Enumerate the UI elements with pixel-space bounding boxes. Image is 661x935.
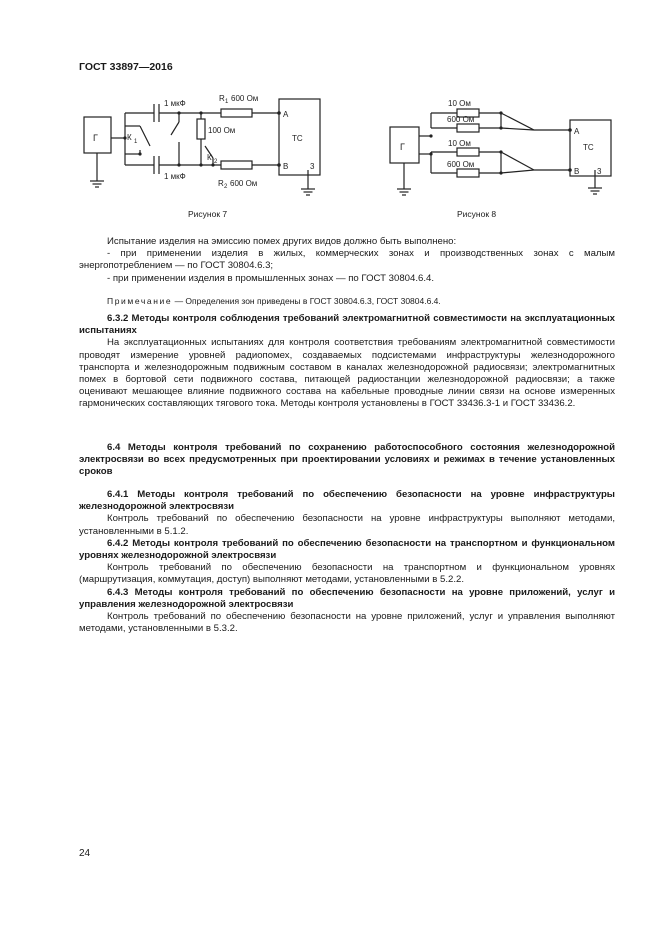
- paragraph-6-3-2: На эксплуатационных испытаниях для контроля соответствия требованиям электромагнитной совместимости проводят измерение уровней радиопомех, создаваемых подсистемами инфраструктуры железнодорожного транспорта и железнодорожным подвижным составом в каналах железнодорожной радиосвязи; электромагнитных помех в бортовой сети подвижного состава, питающей радиостанции железнодорожной радиосвязи; а также оценивают мешающее влияние подвижного состава на кабельные проводные линии связи на основе измеренных гармонических составляющих тягового тока. Методы контроля установлены в ГОСТ 33436.3-1 и ГОСТ 33436.2.: [79, 337, 615, 410]
- fig7-ts-label: ТС: [292, 134, 303, 143]
- fig7-resistor-mid-label: 100 Ом: [208, 126, 236, 135]
- paragraph-emission-residential: - при применении изделия в жилых, коммерческих зонах и производственных зонах с малым энергопотреблением — по ГОСТ 30804.6.3;: [79, 248, 615, 272]
- fig7-k2-label: К: [207, 153, 212, 162]
- fig8-generator-label: Г: [400, 142, 405, 152]
- figure-7-caption: Рисунок 7: [188, 209, 228, 219]
- fig7-r1-label: R: [219, 94, 225, 103]
- heading-6-4-3: 6.4.3 Методы контроля требований по обеспечению безопасности на уровне приложений, услуг и управления железнодорожной электросвязи: [79, 586, 615, 610]
- fig7-r2-sub: 2: [224, 184, 228, 190]
- note: [79, 295, 615, 307]
- page-number: 24: [79, 848, 91, 859]
- fig7-cap-top-label: 1 мкФ: [164, 99, 186, 108]
- fig8-term-b: В: [574, 167, 580, 176]
- paragraph-6-4-2: Контроль требований по обеспечению безопасности на транспортном и функциональном уровнях (маршрутизация, коммутация, доступ) выполняют методами, установленными в 5.2.2.: [79, 562, 615, 586]
- fig7-term-3: 3: [310, 162, 315, 171]
- fig7-r2-label: R: [218, 179, 224, 188]
- note-label: Примечание: [107, 296, 173, 306]
- fig8-term-a: А: [574, 127, 580, 136]
- fig7-r2-value: 600 Ом: [230, 179, 258, 188]
- fig7-term-a: А: [283, 110, 289, 119]
- section-6-4-sub: [79, 489, 615, 635]
- section-6-3-2: [79, 313, 615, 411]
- section-6-4: [79, 442, 615, 479]
- figure-8-caption: Рисунок 8: [457, 209, 497, 219]
- body-text-emission: [79, 236, 615, 285]
- paragraph-6-4-3: Контроль требований по обеспечению безопасности на уровне приложений, услуг и управления выполняют методами, установленными в 5.3.2.: [79, 611, 615, 635]
- fig7-cap-bottom-label: 1 мкФ: [164, 172, 186, 181]
- fig7-k1-sub: 1: [134, 139, 138, 145]
- fig8-r-bot2-label: 600 Ом: [447, 160, 475, 169]
- fig7-k2-sub: 2: [214, 159, 218, 165]
- heading-6-4-1: 6.4.1 Методы контроля требований по обеспечению безопасности на уровне инфраструктуры железнодорожной электросвязи: [79, 489, 615, 513]
- fig7-r1-sub: 1: [225, 99, 229, 105]
- paragraph-emission-intro: Испытание изделия на эмиссию помех других видов должно быть выполнено:: [107, 236, 457, 247]
- fig8-r-bot1-label: 10 Ом: [448, 139, 471, 148]
- fig7-k1-label: К: [127, 133, 132, 142]
- figure-7-circuit: [80, 90, 330, 202]
- paragraph-emission-industrial: - при применении изделия в промышленных зонах — по ГОСТ 30804.6.4.: [107, 272, 435, 284]
- fig8-term-3: 3: [597, 167, 602, 176]
- fig8-ts-label: ТС: [583, 143, 594, 152]
- fig7-r1-value: 600 Ом: [231, 94, 259, 103]
- heading-6-3-2: 6.3.2 Методы контроля соблюдения требований электромагнитной совместимости на эксплуатационных испытаниях: [79, 313, 615, 337]
- fig8-r-top2-label: 600 Ом: [447, 115, 475, 124]
- heading-6-4: 6.4 Методы контроля требований по сохранению работоспособного состояния железнодорожной электросвязи во всех предусмотренных при проектировании условиях и режимах в течение установленных сроков: [79, 442, 615, 478]
- figure-8-circuit: [384, 90, 614, 202]
- fig7-generator-label: Г: [93, 133, 98, 143]
- heading-6-4-2: 6.4.2 Методы контроля требований по обеспечению безопасности на транспортном и функциональном уровнях железнодорожной электросвязи: [79, 537, 615, 562]
- fig8-r-top1-label: 10 Ом: [448, 99, 471, 108]
- fig7-term-b: В: [283, 162, 289, 171]
- paragraph-6-4-1: Контроль требований по обеспечению безопасности на уровне инфраструктуры выполняют методами, установленными в 5.1.2.: [79, 513, 615, 537]
- note-text: — Определения зон приведены в ГОСТ 30804.6.3, ГОСТ 30804.6.4.: [172, 296, 441, 306]
- document-header: ГОСТ 33897—2016: [79, 61, 173, 73]
